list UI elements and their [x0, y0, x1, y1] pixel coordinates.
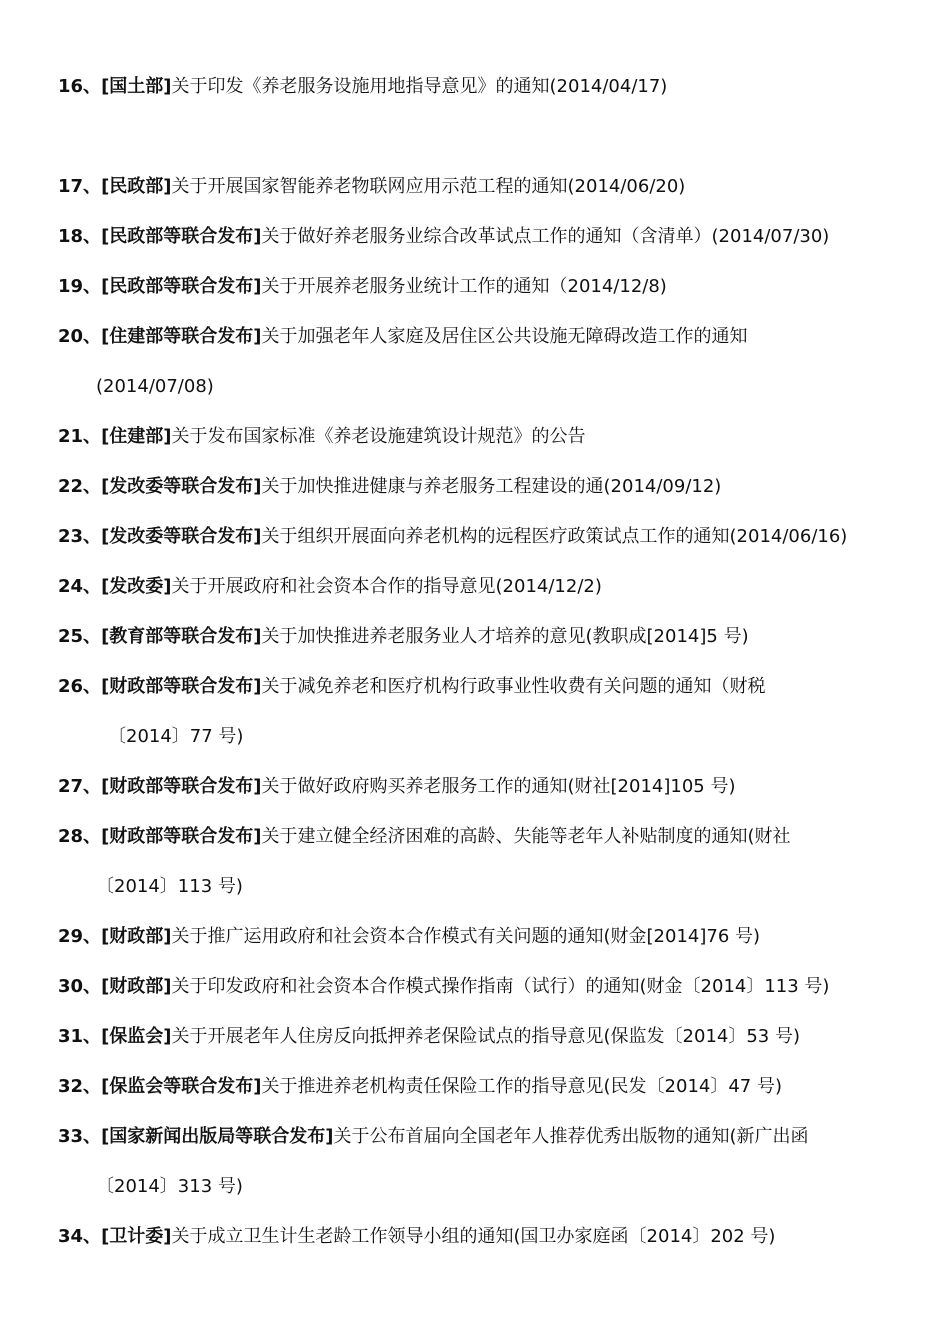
- item-agency: [民政部]: [101, 176, 172, 197]
- item-title: 关于发布国家标准《养老设施建筑设计规范》的公告: [171, 426, 586, 447]
- item-number: 22、: [58, 476, 102, 497]
- list-item: [58, 562, 898, 612]
- item-agency: [民政部等联合发布]: [101, 276, 262, 297]
- item-agency: [发改委]: [101, 576, 172, 597]
- item-agency: [发改委等联合发布]: [101, 526, 262, 547]
- item-continuation: 〔2014〕77 号): [108, 726, 244, 747]
- list-item: [58, 212, 898, 262]
- item-agency: [财政部等联合发布]: [101, 776, 262, 797]
- item-title: 关于减免养老和医疗机构行政事业性收费有关问题的通知（财税: [261, 676, 766, 697]
- list-item: [58, 162, 898, 212]
- item-number: 32、: [58, 1076, 102, 1097]
- item-title: 关于开展国家智能养老物联网应用示范工程的通知(2014/06/20): [171, 176, 686, 197]
- item-number: 23、: [58, 526, 102, 547]
- item-title: 关于推广运用政府和社会资本合作模式有关问题的通知(财金[2014]76 号): [171, 926, 761, 947]
- item-number: 18、: [58, 226, 102, 247]
- item-agency: [教育部等联合发布]: [101, 626, 262, 647]
- item-title: 关于加强老年人家庭及居住区公共设施无障碍改造工作的通知: [261, 326, 748, 347]
- list-item: [58, 462, 898, 512]
- list-item: [58, 1112, 898, 1212]
- item-number: 25、: [58, 626, 102, 647]
- list-item: [58, 612, 898, 662]
- item-title: 关于建立健全经济困难的高龄、失能等老年人补贴制度的通知(财社: [261, 826, 791, 847]
- item-title: 关于做好养老服务业综合改革试点工作的通知（含清单）(2014/07/30): [261, 226, 830, 247]
- item-agency: [财政部]: [101, 926, 172, 947]
- item-number: 33、: [58, 1126, 102, 1147]
- item-continuation: (2014/07/08): [96, 376, 214, 397]
- item-agency: [财政部等联合发布]: [101, 826, 262, 847]
- item-agency: [财政部]: [101, 976, 172, 997]
- list-item: [58, 262, 898, 312]
- item-title: 关于印发《养老服务设施用地指导意见》的通知(2014/04/17): [171, 76, 668, 97]
- item-number: 30、: [58, 976, 102, 997]
- item-title: 关于推进养老机构责任保险工作的指导意见(民发〔2014〕47 号): [261, 1076, 782, 1097]
- item-continuation: 〔2014〕113 号): [96, 876, 243, 897]
- list-item: [58, 62, 898, 112]
- item-agency: [民政部等联合发布]: [101, 226, 262, 247]
- item-title: 关于组织开展面向养老机构的远程医疗政策试点工作的通知(2014/06/16): [261, 526, 848, 547]
- item-number: 31、: [58, 1026, 102, 1047]
- item-agency: [发改委等联合发布]: [101, 476, 262, 497]
- list-item: [58, 762, 898, 812]
- item-title: 关于开展老年人住房反向抵押养老保险试点的指导意见(保监发〔2014〕53 号): [171, 1026, 800, 1047]
- item-agency: [财政部等联合发布]: [101, 676, 262, 697]
- list-item: [58, 1212, 898, 1262]
- item-number: 27、: [58, 776, 102, 797]
- item-number: 17、: [58, 176, 102, 197]
- list-item: [58, 962, 898, 1012]
- item-agency: [国家新闻出版局等联合发布]: [101, 1126, 334, 1147]
- item-number: 29、: [58, 926, 102, 947]
- item-title: 关于印发政府和社会资本合作模式操作指南（试行）的通知(财金〔2014〕113 号): [171, 976, 830, 997]
- list-item: [58, 312, 898, 412]
- item-agency: [住建部]: [101, 426, 172, 447]
- list-item: [58, 412, 898, 462]
- item-number: 24、: [58, 576, 102, 597]
- item-title: 关于加快推进健康与养老服务工程建设的通(2014/09/12): [261, 476, 722, 497]
- item-title: 关于开展政府和社会资本合作的指导意见(2014/12/2): [171, 576, 602, 597]
- item-number: 26、: [58, 676, 102, 697]
- item-agency: [住建部等联合发布]: [101, 326, 262, 347]
- item-continuation: 〔2014〕313 号): [96, 1176, 243, 1197]
- item-number: 19、: [58, 276, 102, 297]
- list-item: [58, 662, 898, 762]
- item-title: 关于开展养老服务业统计工作的通知（2014/12/8): [261, 276, 667, 297]
- item-agency: [保监会等联合发布]: [101, 1076, 262, 1097]
- item-number: 20、: [58, 326, 102, 347]
- list-item: [58, 1012, 898, 1062]
- item-agency: [保监会]: [101, 1026, 172, 1047]
- item-title: 关于成立卫生计生老龄工作领导小组的通知(国卫办家庭函〔2014〕202 号): [171, 1226, 776, 1247]
- item-number: 16、: [58, 76, 102, 97]
- list-item: [58, 912, 898, 962]
- item-number: 34、: [58, 1226, 102, 1247]
- list-item: [58, 512, 898, 562]
- item-number: 28、: [58, 826, 102, 847]
- list-item: [58, 812, 898, 912]
- item-title: 关于加快推进养老服务业人才培养的意见(教职成[2014]5 号): [261, 626, 749, 647]
- item-agency: [卫计委]: [101, 1226, 172, 1247]
- list-item: [58, 1062, 898, 1112]
- item-title: 关于做好政府购买养老服务工作的通知(财社[2014]105 号): [261, 776, 736, 797]
- item-number: 21、: [58, 426, 102, 447]
- item-title: 关于公布首届向全国老年人推荐优秀出版物的通知(新广出函: [333, 1126, 809, 1147]
- item-agency: [国土部]: [101, 76, 172, 97]
